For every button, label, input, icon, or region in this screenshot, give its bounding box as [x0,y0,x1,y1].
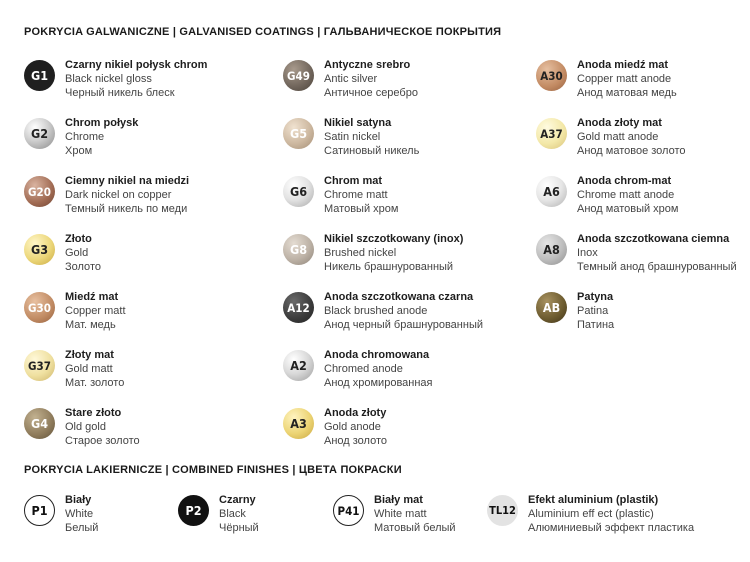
finish-swatch-a2 [283,348,433,390]
finish-name-en: Black [219,508,246,520]
finish-name-ru: Золото [65,261,101,273]
galvanised-section-title: POKRYCIA GALWANICZNE | GALVANISED COATINGS | ГАЛЬВАНИЧЕСКОЕ ПОКРЫТИЯ [24,26,502,38]
finish-name-ru: Матовый белый [374,522,456,534]
finish-name-pl: Anoda chrom-mat [577,175,672,187]
finish-swatch-p41 [333,493,456,535]
finish-labels [577,232,737,274]
finish-name-pl: Ciemny nikiel na miedzi [65,175,190,187]
finish-name-ru: Мат. золото [65,377,125,389]
finish-swatch-p2 [178,493,259,535]
finish-name-ru: Белый [65,522,99,534]
finish-labels [577,290,614,332]
finish-swatch-ab [536,290,614,332]
finish-name-en: Black nickel gloss [65,73,152,85]
finish-swatch-a6 [536,174,678,216]
finish-code-badge: A8 [536,234,567,265]
finish-name-en: Aluminium eff ect (plastic) [528,508,654,520]
finish-swatch-g20 [24,174,189,216]
finish-name-pl: Czarny [219,494,256,506]
finish-code-badge: A37 [536,118,567,149]
finish-name-en: White matt [374,508,427,520]
finish-labels [324,174,398,216]
finish-name-ru: Анод матовый хром [577,203,679,215]
finish-name-pl: Chrom połysk [65,117,139,129]
finish-name-pl: Anoda chromowana [324,349,430,361]
finish-swatch-a30 [536,58,677,100]
finish-name-ru: Анод хромированная [324,377,433,389]
finish-code-badge: A12 [283,292,314,323]
finish-labels [65,232,101,274]
finish-code-badge: G6 [283,176,314,207]
combined-section-title: POKRYCIA LAKIERNICZE | COMBINED FINISHES | ЦВЕТА ПОКРАСКИ [24,464,402,476]
finish-name-pl: Złoty mat [65,349,114,361]
finish-name-en: Inox [577,247,598,259]
finish-name-pl: Patyna [577,291,614,303]
finish-labels [577,174,678,216]
finish-swatch-g37 [24,348,124,390]
finish-swatch-a12 [283,290,483,332]
finish-labels [65,290,126,332]
finish-swatch-g4 [24,406,140,448]
finish-swatch-g5 [283,116,419,158]
finish-name-pl: Biały [65,494,92,506]
finish-swatch-g1 [24,58,207,100]
finish-labels [324,232,463,274]
finish-code-badge: A30 [536,60,567,91]
finish-name-en: Copper matt anode [577,73,672,85]
finish-swatch-g49 [283,58,418,100]
finish-name-pl: Miedź mat [65,291,119,303]
finish-code-badge: G3 [24,234,55,265]
finish-name-en: Chrome matt anode [577,189,675,201]
finish-code-badge: TL12 [487,495,518,526]
finish-code-badge: A6 [536,176,567,207]
finish-name-en: Patina [577,305,609,317]
finish-name-ru: Матовый хром [324,203,399,215]
finish-labels [219,493,259,535]
finish-name-pl: Anoda miedź mat [577,59,669,71]
finish-code-badge: A3 [283,408,314,439]
finish-name-en: Black brushed anode [324,305,428,317]
finish-code-badge: G8 [283,234,314,265]
finish-swatch-p1 [24,493,98,535]
finish-swatch-g2 [24,116,138,158]
finish-name-pl: Efekt aluminium (plastik) [528,494,659,506]
finish-name-pl: Nikiel szczotkowany (inox) [324,233,464,245]
finish-code-badge: P41 [333,495,364,526]
finish-code-badge: G1 [24,60,55,91]
finish-labels [65,348,124,390]
finish-name-ru: Патина [577,319,615,331]
finish-name-en: Gold [65,247,89,259]
finish-code-badge: G4 [24,408,55,439]
finish-name-pl: Złoto [65,233,92,245]
finish-name-pl: Anoda szczotkowana ciemna [577,233,730,245]
finish-name-ru: Старое золото [65,435,140,447]
finish-swatch-g6 [283,174,398,216]
finish-name-ru: Анод матовое золото [577,145,686,157]
finish-name-en: White [65,508,94,520]
finish-name-ru: Анод матовая медь [577,87,677,99]
finish-name-pl: Biały mat [374,494,423,506]
finish-name-ru: Темный никель по меди [65,203,188,215]
finish-name-en: Old gold [65,421,106,433]
finish-name-en: Chrome [65,131,105,143]
finish-name-ru: Анод черный брашнурованный [324,319,483,331]
finish-code-badge: G5 [283,118,314,149]
finish-swatch-g8 [283,232,463,274]
finish-swatch-a8 [536,232,737,274]
finish-swatch-a3 [283,406,387,448]
finish-name-en: Antic silver [324,73,378,85]
finish-labels [65,174,189,216]
finish-swatch-g30 [24,290,126,332]
finish-name-en: Gold anode [324,421,381,433]
finish-swatch-g3 [24,232,101,274]
finish-name-pl: Anoda szczotkowana czarna [324,291,474,303]
finish-name-ru: Античное серебро [324,87,418,99]
finish-labels [324,58,418,100]
finish-name-ru: Сатиновый никель [324,145,420,157]
finish-name-ru: Мат. медь [65,319,116,331]
finish-name-pl: Chrom mat [324,175,383,187]
finish-name-en: Dark nickel on copper [65,189,172,201]
finish-labels [577,116,686,158]
finish-labels [65,406,140,448]
finish-labels [65,493,98,535]
finish-name-ru: Хром [65,145,93,157]
finish-name-ru: Анод золото [324,435,388,447]
finish-code-badge: P2 [178,495,209,526]
finish-labels [65,58,207,100]
finish-name-en: Copper matt [65,305,126,317]
finish-name-pl: Anoda złoty [324,407,387,419]
finish-labels [528,493,694,535]
finish-name-pl: Antyczne srebro [324,59,411,71]
finish-name-ru: Алюминиевый эффект пластика [528,522,695,534]
finish-name-en: Gold matt anode [577,131,659,143]
finish-name-en: Chrome matt [324,189,388,201]
finish-code-badge: G37 [24,350,55,381]
finish-code-badge: AB [536,292,567,323]
finish-labels [324,406,387,448]
finish-code-badge: A2 [283,350,314,381]
finish-name-pl: Nikiel satyna [324,117,392,129]
finish-swatch-a37 [536,116,686,158]
finish-name-ru: Никель брашнурованный [324,261,454,273]
finish-labels [324,290,483,332]
finish-code-badge: P1 [24,495,55,526]
finish-name-pl: Czarny nikiel połysk chrom [65,59,208,71]
finish-labels [324,348,433,390]
finish-code-badge: G20 [24,176,55,207]
finish-name-en: Gold matt [65,363,113,375]
finish-name-ru: Чёрный [219,522,259,534]
finish-name-pl: Anoda złoty mat [577,117,662,129]
finish-labels [324,116,419,158]
finish-code-badge: G49 [283,60,314,91]
finish-labels [65,116,138,158]
finish-name-ru: Черный никель блеск [65,87,175,99]
finish-name-en: Chromed anode [324,363,403,375]
finish-name-en: Brushed nickel [324,247,397,259]
finish-name-ru: Темный анод брашнурованный [577,261,737,273]
finish-code-badge: G2 [24,118,55,149]
finish-name-en: Satin nickel [324,131,381,143]
finish-name-pl: Stare złoto [65,407,122,419]
finish-labels [577,58,677,100]
finish-swatch-tl12 [487,493,694,535]
finish-code-badge: G30 [24,292,55,323]
finish-labels [374,493,456,535]
